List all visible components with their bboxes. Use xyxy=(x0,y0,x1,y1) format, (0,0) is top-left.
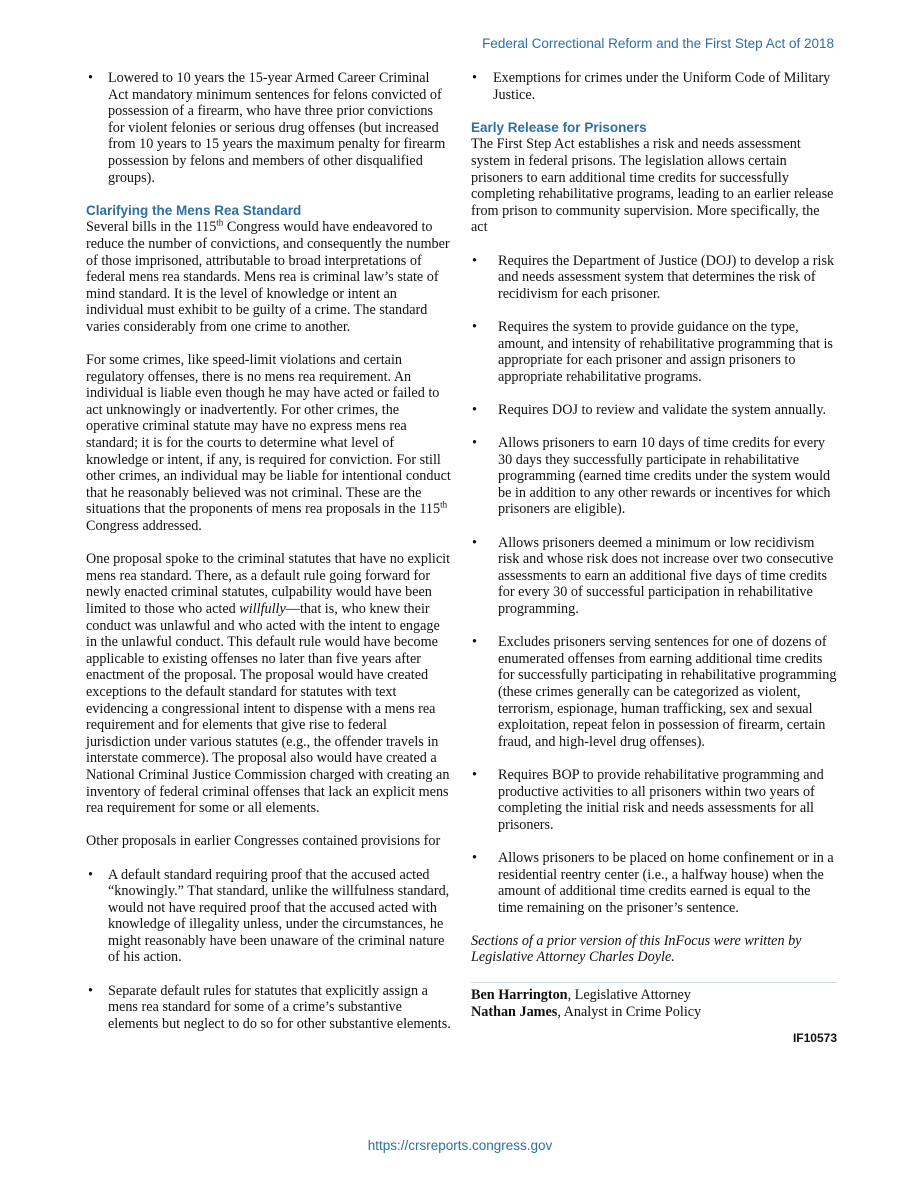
paragraph-other-proposals: Other proposals in earlier Congresses contained provisions for xyxy=(86,833,441,850)
running-header: Federal Correctional Reform and the First Step Act of 2018 xyxy=(482,36,834,51)
paragraph-mens-rea-intro: Several bills in the 115th Congress would have endeavored to reduce the number of convictions, and consequently the number of those imprisoned, attributable to broad interpretations of federal mens rea standards. Mens rea is criminal law’s state of mind standard. It is the level of knowledge or intent an individual must exhibit to be guilty of a crime. The standard varies considerably from one crime to another. xyxy=(86,217,450,335)
footer-url[interactable]: https://crsreports.congress.gov xyxy=(367,1138,553,1153)
heading-early-release: Early Release for Prisoners xyxy=(471,119,647,135)
bullet-ucmj: • Exemptions for crimes under the Uniform Code of Military Justice. xyxy=(471,70,837,103)
author-2: Nathan James, Analyst in Crime Policy xyxy=(471,1003,702,1020)
bullet-guidance: • Requires the system to provide guidance on the type, amount, and intensity of rehabilitative programming that is appropriate for each prisoner and assign prisoners to appropriate rehabilitative programs. xyxy=(471,319,837,385)
bullet-separate-rules: • Separate default rules for statutes that explicitly assign a mens rea standard for some of a crime’s substantive elements but neglect to do so for other substantive elements. xyxy=(86,983,452,1033)
paragraph-no-mens-rea: For some crimes, like speed-limit violations and certain regulatory offenses, there is no mens rea requirement. An individual is liable even though he may have acted or failed to act unknowingly or inadvertently. For other crimes, the operative criminal statute may have no express mens rea standard; it is for the courts to determine what level of knowledge or intent, if any, is required for conviction. For still other crimes, an individual may be liable for intentional conduct that he reasonably believed was not criminal. These are the situations that the proponents of mens rea proposals in the 115th Congress addressed. xyxy=(86,352,451,535)
heading-mens-rea: Clarifying the Mens Rea Standard xyxy=(86,202,302,218)
paragraph-early-release-intro: The First Step Act establishes a risk and needs assessment system in federal prisons. The legislation allows certain prisoners to earn additional time credits for successfully completing rehabilitative programs, leading to an earlier release from prison to community supervision. More specifically, the act xyxy=(471,136,834,236)
authorship-note: Sections of a prior version of this InFocus were written by Legislative Attorney Charles Doyle. xyxy=(471,932,802,966)
author-1: Ben Harrington, Legislative Attorney xyxy=(471,987,691,1004)
bullet-low-risk: • Allows prisoners deemed a minimum or low recidivism risk and whose risk does not increase over two consecutive assessments to earn an additional five days of time credits for every 30 of successful participation in rehabilitative programming. xyxy=(471,535,837,618)
bullet-home-confinement: • Allows prisoners to be placed on home confinement or in a residential reentry center (i.e., a halfway house) when the amount of additional time credits earned is equal to the time remaining on the prisoner’s sentence. xyxy=(471,850,837,916)
left-column xyxy=(86,70,452,1032)
bullet-acca: • Lowered to 10 years the 15-year Armed Career Criminal Act mandatory minimum sentences for felons convicted of possession of a firearm, who have three prior convictions for violent felonies or serious drug offenses (but increased from 10 years to 15 years the maximum penalty for firearm possession by felons and members of other disqualified groups). xyxy=(86,70,452,186)
right-column xyxy=(471,70,837,1047)
author-divider xyxy=(471,982,837,983)
bullet-time-credits: • Allows prisoners to earn 10 days of time credits for every 30 days they successfully participate in rehabilitative programming (earned time credits under the system would be in addition to any other rewards or incentives for which prisoners are eligible). xyxy=(471,435,837,518)
bullet-knowingly: • A default standard requiring proof that the accused acted “knowingly.” That standard, unlike the willfulness standard, would not have required proof that the accused acted with knowledge of illegality unless, under the circumstances, he might reasonably have been unaware of the criminal nature of his action. xyxy=(86,867,452,967)
document-id: IF10573 xyxy=(792,1031,837,1046)
bullet-review: • Requires DOJ to review and validate the system annually. xyxy=(471,402,837,419)
bullet-risk-assessment: • Requires the Department of Justice (DOJ) to develop a risk and needs assessment system that determines the risk of recidivism for each prisoner. xyxy=(471,253,837,303)
bullet-exclusions: • Excludes prisoners serving sentences for one of dozens of enumerated offenses from earning additional time credits for successfully participating in rehabilitative programming (these crimes generally can be categorized as violent, terrorism, espionage, human trafficking, sex and sexual exploitation, repeat felon in possession of firearm, certain fraud, and high-level drug offenses). xyxy=(471,634,837,750)
paragraph-proposal: One proposal spoke to the criminal statutes that have no explicit mens rea standard. There, as a default rule going forward for newly enacted criminal statutes, culpability would have been limited to those who acted willfully—that is, who knew their conduct was unlawful and who acted with the intent to engage in the unlawful conduct. This default rule would have become applicable to existing offenses no later than five years after enactment of the proposal. The proposal would have created exceptions to the default standard for statutes with text evidencing a congressional intent to dispense with a mens rea requirement and for elements that give rise to federal jurisdiction under various statutes (e.g., the offender travels in interstate commerce). The proposal also would have created a National Criminal Justice Commission charged with creating an inventory of federal criminal offenses that lack an explicit mens rea requirement for some or all elements. xyxy=(86,551,451,817)
bullet-bop-programming: • Requires BOP to provide rehabilitative programming and productive activities to all prisoners within two years of completing the initial risk and needs assessments for all prisoners. xyxy=(471,767,837,833)
